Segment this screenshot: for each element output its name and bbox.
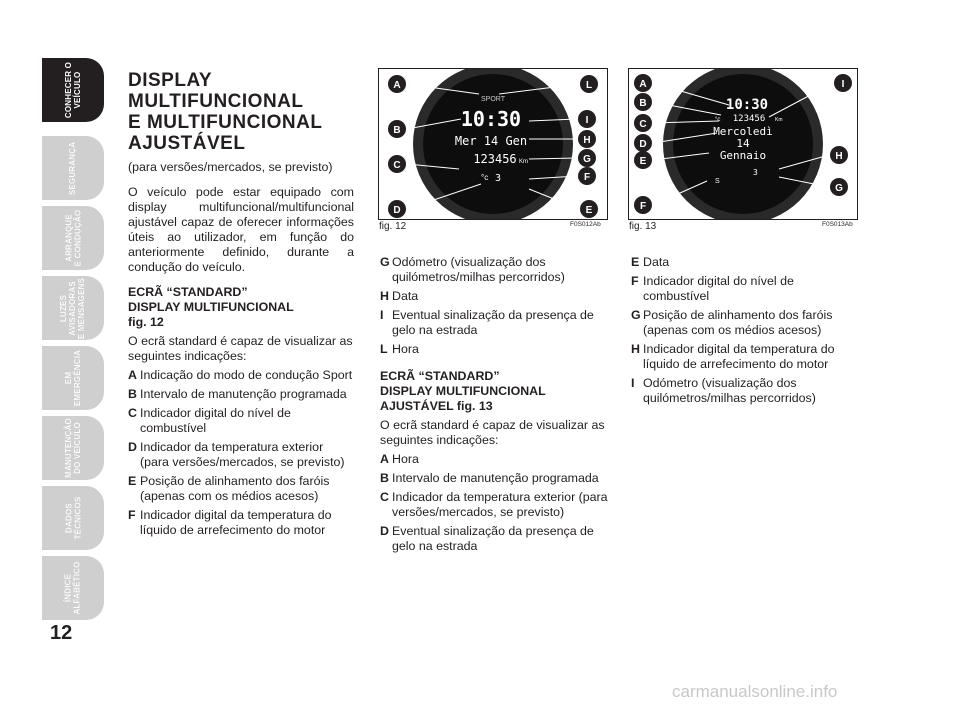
callout-c: C <box>639 119 647 130</box>
intro-paragraph: O veículo pode estar equipado com display multifuncional/multifuncional ajustável capaz de oferecer informações úteis ao utilizador, em função do anteriormente definido, durante a condução do veículo. <box>128 185 354 274</box>
item-text: Intervalo de manutenção programada <box>140 387 347 401</box>
figure-code-13: F0S013Ab <box>822 221 853 228</box>
list-item <box>380 490 608 520</box>
subsection-title: ECRÃ “STANDARD” DISPLAY MULTIFUNCIONAL fig. 12 <box>128 285 294 329</box>
list-item <box>631 376 859 406</box>
item-text: Odómetro (visualização dos quilómetros/milhas percorridos) <box>392 255 565 284</box>
list-item <box>380 471 608 486</box>
date-text: Mer 14 Gen <box>454 134 528 148</box>
tab-indice-alfabetico[interactable] <box>42 556 104 620</box>
callout-f: F <box>639 201 647 212</box>
item-key: F <box>128 508 136 522</box>
callout-l: L <box>585 80 593 91</box>
callout-d: D <box>639 139 647 150</box>
list-item <box>128 368 354 383</box>
item-text: Data <box>643 255 670 269</box>
item-key: I <box>380 308 384 322</box>
temp-unit-text: °c <box>481 173 489 182</box>
item-key: E <box>128 474 137 488</box>
item-key: C <box>128 406 137 420</box>
unit-text: Km <box>519 159 528 165</box>
figure-caption-12: fig. 12 <box>379 221 407 232</box>
callout-e: E <box>639 156 647 167</box>
day-text: Mercoledì <box>713 125 773 138</box>
list-item <box>128 508 354 538</box>
list-item <box>631 342 859 372</box>
item-text: Indicador digital da temperatura do líquido de arrefecimento do motor <box>140 508 332 537</box>
item-key: L <box>380 342 388 356</box>
callout-b: B <box>393 125 401 136</box>
item-key: H <box>631 342 640 356</box>
item-text: Indicador digital do nível de combustível <box>643 274 794 303</box>
list-item <box>380 342 608 357</box>
callout-d: D <box>393 205 401 216</box>
item-text: Eventual sinalização da presença de gelo na estrada <box>392 524 594 553</box>
item-key: A <box>128 368 137 382</box>
tab-label: LUZES AVISADORAS E MENSAGENS <box>59 277 87 339</box>
s-mark-text: S <box>715 178 720 185</box>
tab-dados-tecnicos[interactable] <box>42 486 104 550</box>
sidebar <box>0 0 108 709</box>
list-item <box>128 474 354 504</box>
item-text: Indicador da temperatura exterior (para versões/mercados, se previsto) <box>140 440 345 469</box>
callout-g: G <box>835 183 843 194</box>
tab-em-emergencia[interactable] <box>42 346 104 410</box>
callout-i: I <box>585 115 589 126</box>
list-item <box>128 440 354 470</box>
callout-h: H <box>583 135 591 146</box>
callout-a: A <box>393 80 401 91</box>
tab-label: ARRANQUE E CONDUÇÃO <box>63 209 82 267</box>
callout-c: C <box>393 160 401 171</box>
tab-luzes-avisadoras[interactable] <box>42 276 104 340</box>
column-1 <box>128 70 354 542</box>
item-key: A <box>380 452 389 466</box>
item-text: Data <box>392 289 419 303</box>
item-key: G <box>631 308 641 322</box>
temp-small-text: °c <box>715 117 721 123</box>
figure-code-12: F0S012Ab <box>570 221 601 228</box>
item-key: E <box>631 255 640 269</box>
callout-b: B <box>639 98 647 109</box>
item-key: B <box>128 387 137 401</box>
tab-label: EM EMERGÊNCIA <box>63 349 82 407</box>
temp-text: 3 <box>495 173 502 184</box>
item-text: Posição de alinhamento dos faróis (apenas com os médios acesos) <box>140 474 330 503</box>
tab-label: ÍNDICE ALFABÉTICO <box>63 561 82 615</box>
item-key: F <box>631 274 639 288</box>
callout-e: E <box>585 205 593 216</box>
item-text: Hora <box>392 452 419 466</box>
tab-label: MANUTENÇÃO DO VEÍCULO <box>64 418 82 478</box>
callout-i: I <box>841 79 845 90</box>
figure-13 <box>628 68 858 220</box>
tab-manutencao[interactable] <box>42 416 104 480</box>
daynum-text: 14 <box>736 137 750 150</box>
callout-h: H <box>835 151 843 162</box>
month-text: Gennaio <box>719 149 767 162</box>
item-text: Indicação do modo de condução Sport <box>140 368 353 382</box>
list-item <box>380 524 608 554</box>
display-illustration-13 <box>629 69 857 219</box>
callout-f: F <box>583 172 591 183</box>
item-key: B <box>380 471 389 485</box>
item-text: Eventual sinalização da presença de gelo na estrada <box>392 308 594 337</box>
odometer-text: 123456 <box>473 152 517 166</box>
callout-a: A <box>639 79 647 90</box>
num3-text: 3 <box>753 168 758 177</box>
item-key: I <box>631 376 635 390</box>
item-text: Hora <box>392 342 419 356</box>
subsection-title: ECRÃ “STANDARD” DISPLAY MULTIFUNCIONAL AJUSTÁVEL fig. 13 <box>380 369 546 413</box>
tab-seguranca[interactable] <box>42 136 104 200</box>
column-3 <box>631 255 859 410</box>
section-title: DISPLAY MULTIFUNCIONAL E MULTIFUNCIONAL AJUSTÁVEL <box>128 70 323 154</box>
tab-label: DADOS TÉCNICOS <box>64 496 82 540</box>
page-number: 12 <box>50 622 73 644</box>
list-item <box>380 255 608 285</box>
item-key: H <box>380 289 389 303</box>
clock-text: 10:30 <box>725 97 769 113</box>
list-item <box>380 289 608 304</box>
odometer-text: 123456 <box>732 114 766 124</box>
item-key: D <box>128 440 137 454</box>
list-item <box>631 308 859 338</box>
figure-caption-13: fig. 13 <box>629 221 657 232</box>
watermark: carmanualsonline.info <box>672 682 838 701</box>
subsection-intro: O ecrã standard é capaz de visualizar as seguintes indicações: <box>128 334 353 363</box>
list-item <box>128 406 354 436</box>
list-item <box>380 452 608 467</box>
item-key: C <box>380 490 389 504</box>
callout-g: G <box>583 154 591 165</box>
item-text: Posição de alinhamento dos faróis (apenas com os médios acesos) <box>643 308 833 337</box>
item-text: Intervalo de manutenção programada <box>392 471 599 485</box>
sport-text: SPORT <box>481 96 505 103</box>
list-item <box>128 387 354 402</box>
item-text: Odómetro (visualização dos quilómetros/milhas percorridos) <box>643 376 816 405</box>
tab-label: CONHECER O VEÍCULO <box>63 61 82 119</box>
tab-label: SEGURANÇA <box>68 141 78 195</box>
list-item <box>631 274 859 304</box>
clock-text: 10:30 <box>460 107 522 131</box>
unit-text: Km <box>775 117 783 123</box>
list-item <box>631 255 859 270</box>
subsection-intro: O ecrã standard é capaz de visualizar as seguintes indicações: <box>380 418 605 447</box>
tab-conhecer-veiculo[interactable] <box>42 58 104 122</box>
item-key: D <box>380 524 389 538</box>
figure-12 <box>378 68 608 220</box>
list-item <box>380 308 608 338</box>
tab-arranque-conducao[interactable] <box>42 206 104 270</box>
column-2 <box>380 255 608 558</box>
item-key: G <box>380 255 390 269</box>
item-text: Indicador da temperatura exterior (para versões/mercados, se previsto) <box>392 490 608 519</box>
item-text: Indicador digital da temperatura do líquido de arrefecimento do motor <box>643 342 835 371</box>
display-illustration-12 <box>379 69 607 219</box>
item-text: Indicador digital do nível de combustível <box>140 406 291 435</box>
subtitle: (para versões/mercados, se previsto) <box>128 160 333 174</box>
